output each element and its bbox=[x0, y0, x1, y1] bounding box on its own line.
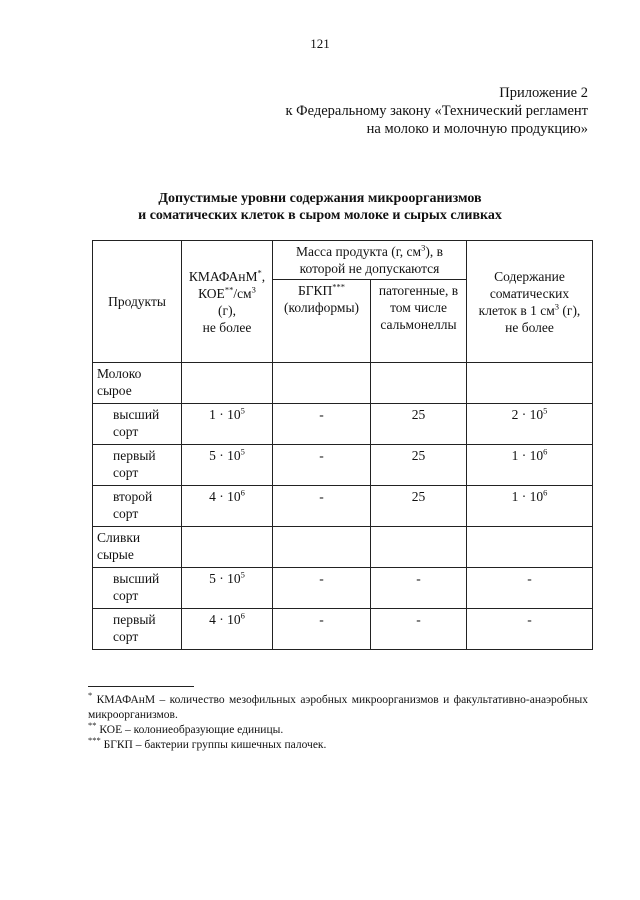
title-line-2: и соматических клеток в сыром молоке и сырых сливках bbox=[138, 208, 502, 223]
footnote-divider bbox=[88, 686, 194, 687]
footnote-mark: ** bbox=[88, 720, 97, 731]
group-row-milk bbox=[93, 363, 593, 404]
bgkp-cell: - bbox=[273, 404, 371, 445]
koe-g: (г), bbox=[218, 302, 236, 318]
title-line-1: Допустимые уровни содержания микроорганизмов bbox=[158, 191, 482, 206]
header-products-label: Продукты bbox=[108, 294, 166, 309]
pathogenic-cell: 25 bbox=[371, 486, 467, 527]
empty-cell bbox=[467, 363, 593, 404]
footnote-text: КМАФАнМ – количество мезофильных аэробных микроорганизмов и факультативно-анаэробных микроорганизмов. bbox=[88, 694, 588, 721]
limits-table-wrapper bbox=[92, 240, 593, 650]
somatic-tail: (г), не более bbox=[505, 302, 581, 335]
grade-cell: первый сорт bbox=[93, 445, 182, 486]
footnote-2 bbox=[88, 720, 588, 738]
kmafanm-cell bbox=[182, 568, 273, 609]
bgkp-cell: - bbox=[273, 609, 371, 650]
group-row-cream bbox=[93, 527, 593, 568]
appendix-line-2: к Федеральному закону «Технический регламент bbox=[285, 103, 588, 119]
grade-cell: второй сорт bbox=[93, 486, 182, 527]
mass-tail: ), в которой не допускаются bbox=[299, 244, 443, 276]
somatic-value: 1 · 10 bbox=[511, 448, 544, 463]
kmafanm-value: 4 · 10 bbox=[209, 612, 241, 627]
kmafanm-cell bbox=[182, 445, 273, 486]
table-row bbox=[93, 568, 593, 609]
kmafanm-cell bbox=[182, 609, 273, 650]
grade-cell: первый сорт bbox=[93, 609, 182, 650]
group-name-milk: Молоко сырое bbox=[93, 363, 182, 404]
page-number: 121 bbox=[310, 36, 330, 51]
pathogenic-cell: 25 bbox=[371, 445, 467, 486]
somatic-value: 2 · 10 bbox=[511, 407, 544, 422]
kmafanm-exp: 6 bbox=[240, 610, 245, 621]
header-somatic bbox=[467, 241, 593, 363]
somatic-exp: 6 bbox=[543, 446, 548, 457]
empty-cell bbox=[273, 527, 371, 568]
kmafanm-footnote-mark: * bbox=[257, 267, 262, 277]
header-products bbox=[93, 241, 182, 363]
table-title bbox=[0, 190, 640, 224]
empty-cell bbox=[182, 527, 273, 568]
kmafanm-value: 4 · 10 bbox=[209, 489, 241, 504]
kmafanm-cell bbox=[182, 486, 273, 527]
header-mass bbox=[273, 241, 467, 280]
somatic-cell bbox=[467, 445, 593, 486]
koe-footnote-mark: ** bbox=[224, 284, 234, 294]
appendix-header bbox=[285, 84, 588, 138]
grade-cell: высший сорт bbox=[93, 404, 182, 445]
bgkp-label: БГКП bbox=[297, 283, 333, 298]
kmafanm-value: 1 · 10 bbox=[209, 407, 241, 422]
empty-cell bbox=[371, 527, 467, 568]
kmafanm-exp: 5 bbox=[240, 569, 245, 580]
table-row bbox=[93, 486, 593, 527]
kmafanm-exp: 5 bbox=[240, 446, 245, 457]
somatic-cell bbox=[467, 486, 593, 527]
kmafanm-value: 5 · 10 bbox=[209, 571, 241, 586]
kmafanm-not-more: не более bbox=[202, 319, 252, 335]
kmafanm-cell bbox=[182, 404, 273, 445]
somatic-exp: 5 bbox=[543, 405, 548, 416]
pathogenic-cell: - bbox=[371, 609, 467, 650]
somatic-unit-exp: 3 bbox=[554, 301, 560, 311]
footnote-mark: *** bbox=[88, 735, 101, 746]
appendix-line-1: Приложение 2 bbox=[499, 85, 588, 101]
footnote-text: БГКП – бактерии группы кишечных палочек. bbox=[100, 739, 327, 751]
footnotes bbox=[88, 686, 588, 753]
grade-cell: высший сорт bbox=[93, 568, 182, 609]
empty-cell bbox=[467, 527, 593, 568]
footnote-text: КОЕ – колониеобразующие единицы. bbox=[96, 724, 284, 736]
mass-label: Масса продукта (г, см bbox=[296, 244, 422, 259]
bgkp-cell: - bbox=[273, 568, 371, 609]
footnote-1 bbox=[88, 690, 588, 723]
bgkp-cell: - bbox=[273, 445, 371, 486]
table-row bbox=[93, 404, 593, 445]
empty-cell bbox=[273, 363, 371, 404]
table-row bbox=[93, 445, 593, 486]
pathogenic-cell: - bbox=[371, 568, 467, 609]
kmafanm-label: КМАФАнМ bbox=[188, 268, 258, 284]
footnote-mark: * bbox=[88, 690, 93, 701]
bgkp-footnote-mark: *** bbox=[332, 281, 346, 292]
somatic-label: Содержание соматических клеток в 1 см bbox=[478, 268, 570, 318]
header-kmafanm bbox=[182, 241, 273, 363]
somatic-cell: - bbox=[467, 568, 593, 609]
koe-label: КОЕ bbox=[198, 285, 225, 301]
empty-cell bbox=[182, 363, 273, 404]
empty-cell bbox=[371, 363, 467, 404]
header-bgkp bbox=[273, 280, 371, 363]
somatic-cell: - bbox=[467, 609, 593, 650]
kmafanm-comma: , bbox=[261, 268, 266, 284]
kmafanm-exp: 6 bbox=[240, 487, 245, 498]
limits-table bbox=[92, 240, 593, 650]
kmafanm-value: 5 · 10 bbox=[209, 448, 241, 463]
mass-unit-exp: 3 bbox=[421, 242, 426, 253]
table-row bbox=[93, 609, 593, 650]
somatic-value: 1 · 10 bbox=[511, 489, 544, 504]
footnote-3 bbox=[88, 735, 588, 753]
kmafanm-exp: 5 bbox=[240, 405, 245, 416]
header-pathogenic bbox=[371, 280, 467, 363]
somatic-exp: 6 bbox=[543, 487, 548, 498]
header-row-1 bbox=[93, 241, 593, 280]
group-name-cream: Сливки сырые bbox=[93, 527, 182, 568]
pathogenic-cell: 25 bbox=[371, 404, 467, 445]
bgkp-cell: - bbox=[273, 486, 371, 527]
appendix-line-3: на молоко и молочную продукцию» bbox=[366, 121, 588, 137]
pathogenic-label: патогенные, в том числе сальмонеллы bbox=[378, 283, 459, 332]
somatic-cell bbox=[467, 404, 593, 445]
bgkp-coli: (колиформы) bbox=[283, 300, 360, 315]
koe-unit-exp: 3 bbox=[251, 284, 256, 294]
koe-unit: /см bbox=[233, 285, 252, 301]
